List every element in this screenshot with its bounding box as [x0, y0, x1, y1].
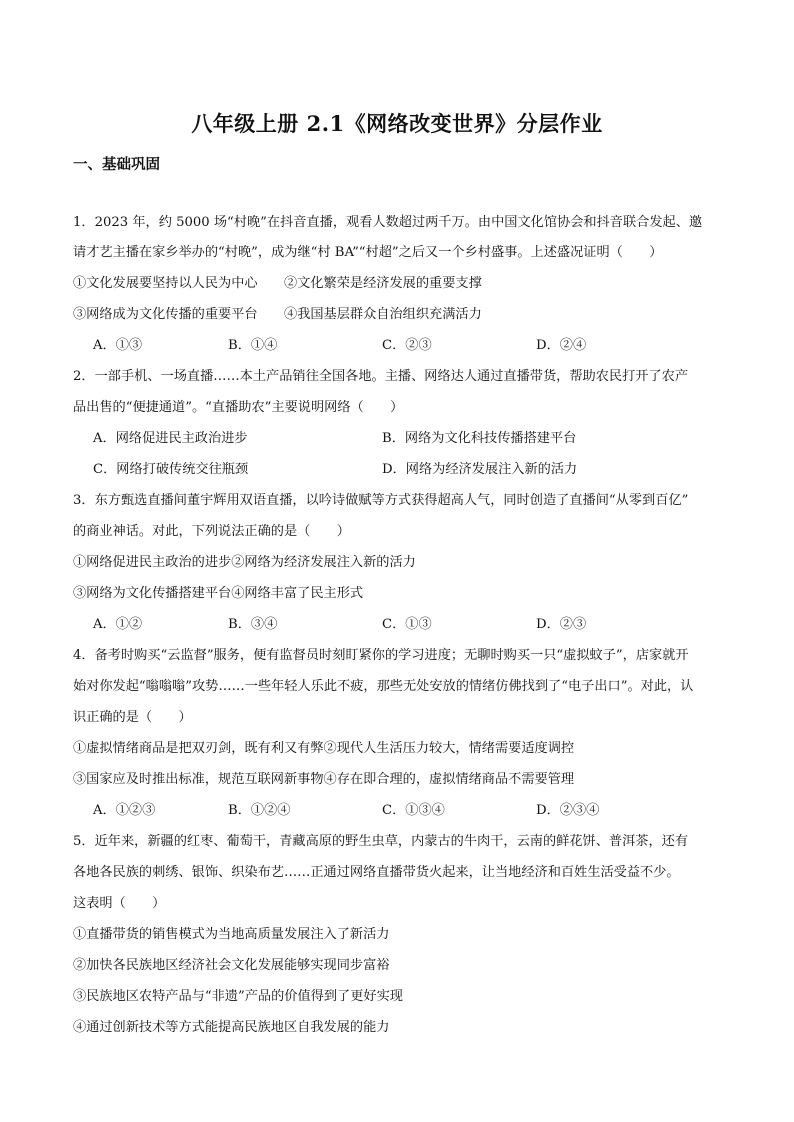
q1-statement: ③网络成为文化传播的重要平台 ④我国基层群众自治组织充满活力: [73, 307, 482, 322]
q3-option-b: B．③④: [228, 617, 278, 632]
q1-option-a: A．①③: [93, 338, 143, 353]
q5-line: 这表明（ ）: [73, 896, 166, 911]
q4-option-a: A．①②③: [93, 803, 156, 818]
q3-option-c: C．①③: [382, 617, 432, 632]
q2-line: 品出售的“便捷通道”。“直播助农”主要说明网络（ ）: [73, 400, 404, 415]
q3-option-d: D．②③: [536, 617, 587, 632]
q5-line: 5．近年来，新疆的红枣、葡萄干，青藏高原的野生虫草，内蒙古的牛肉干，云南的鲜花饼、普洱茶，还有: [73, 834, 689, 849]
q4-option-d: D．②③④: [536, 803, 600, 818]
q4-option-c: C．①③④: [382, 803, 445, 818]
q2-option-a: A．网络促进民主政治进步: [93, 431, 248, 446]
q3-statement: ①网络促进民主政治的进步②网络为经济发展注入新的活力: [73, 555, 416, 570]
q5-statement: ③民族地区农特产品与“非遗”产品的价值得到了更好实现: [73, 989, 403, 1004]
q1-line: 请才艺主播在家乡举办的“村晚”，成为继“村 BA”“村超”之后又一个乡村盛事。上述盛况证明（ ）: [73, 245, 663, 260]
q1-option-b: B．①④: [228, 338, 278, 353]
q4-statement: ①虚拟情绪商品是把双刃剑，既有利又有弊②现代人生活压力较大，情绪需要适度调控: [73, 741, 575, 756]
q3-statement: ③网络为文化传播搭建平台④网络丰富了民主形式: [73, 586, 364, 601]
q5-line: 各地各民族的刺绣、银饰、织染布艺……正通过网络直播带货火起来，让当地经济和百姓生活受益不少。: [73, 865, 680, 880]
q3-line: 的商业神话。对此，下列说法正确的是（ ）: [73, 524, 350, 539]
q5-statement: ②加快各民族地区经济社会文化发展能够实现同步富裕: [73, 958, 390, 973]
q4-statement: ③国家应及时推出标准，规范互联网新事物④存在即合理的，虚拟情绪商品不需要管理: [73, 772, 575, 787]
q4-line: 识正确的是（ ）: [73, 710, 192, 725]
q2-option-d: D．网络为经济发展注入新的活力: [382, 462, 578, 477]
q3-option-a: A．①②: [93, 617, 143, 632]
q5-statement: ①直播带货的销售模式为当地高质量发展注入了新活力: [73, 927, 390, 942]
q1-statement: ①文化发展要坚持以人民为中心 ②文化繁荣是经济发展的重要支撑: [73, 276, 482, 291]
q5-statement: ④通过创新技术等方式能提高民族地区自我发展的能力: [73, 1020, 390, 1035]
q1-option-c: C．②③: [382, 338, 432, 353]
section-heading: 一、基础巩固: [73, 156, 160, 173]
q2-line: 2．一部手机、一场直播……本土产品销往全国各地。主播、网络达人通过直播带货，帮助农民打开了农产: [73, 369, 689, 384]
q3-line: 3．东方甄选直播间董宇辉用双语直播，以吟诗做赋等方式获得超高人气，同时创造了直播间“从零到百亿”: [73, 493, 689, 508]
q2-option-c: C．网络打破传统交往瓶颈: [93, 462, 249, 477]
q2-option-b: B．网络为文化科技传播搭建平台: [382, 431, 577, 446]
q4-option-b: B．①②④: [228, 803, 291, 818]
q4-line: 始对你发起“嗡嗡嗡”攻势……一些年轻人乐此不疲，那些无处安放的情绪仿佛找到了“电子出口”。对此，认: [73, 679, 694, 694]
q1-option-d: D．②④: [536, 338, 587, 353]
q1-line: 1．2023 年，约 5000 场“村晚”在抖音直播，观看人数超过两千万。由中国文化馆协会和抖音联合发起、邀: [73, 215, 703, 230]
page-title: 八年级上册 2.1《网络改变世界》分层作业: [191, 111, 603, 136]
q4-line: 4．备考时购买“云监督”服务，便有监督员时刻盯紧你的学习进度；无聊时购买一只“虚拟蚊子”，店家就开: [73, 648, 689, 663]
